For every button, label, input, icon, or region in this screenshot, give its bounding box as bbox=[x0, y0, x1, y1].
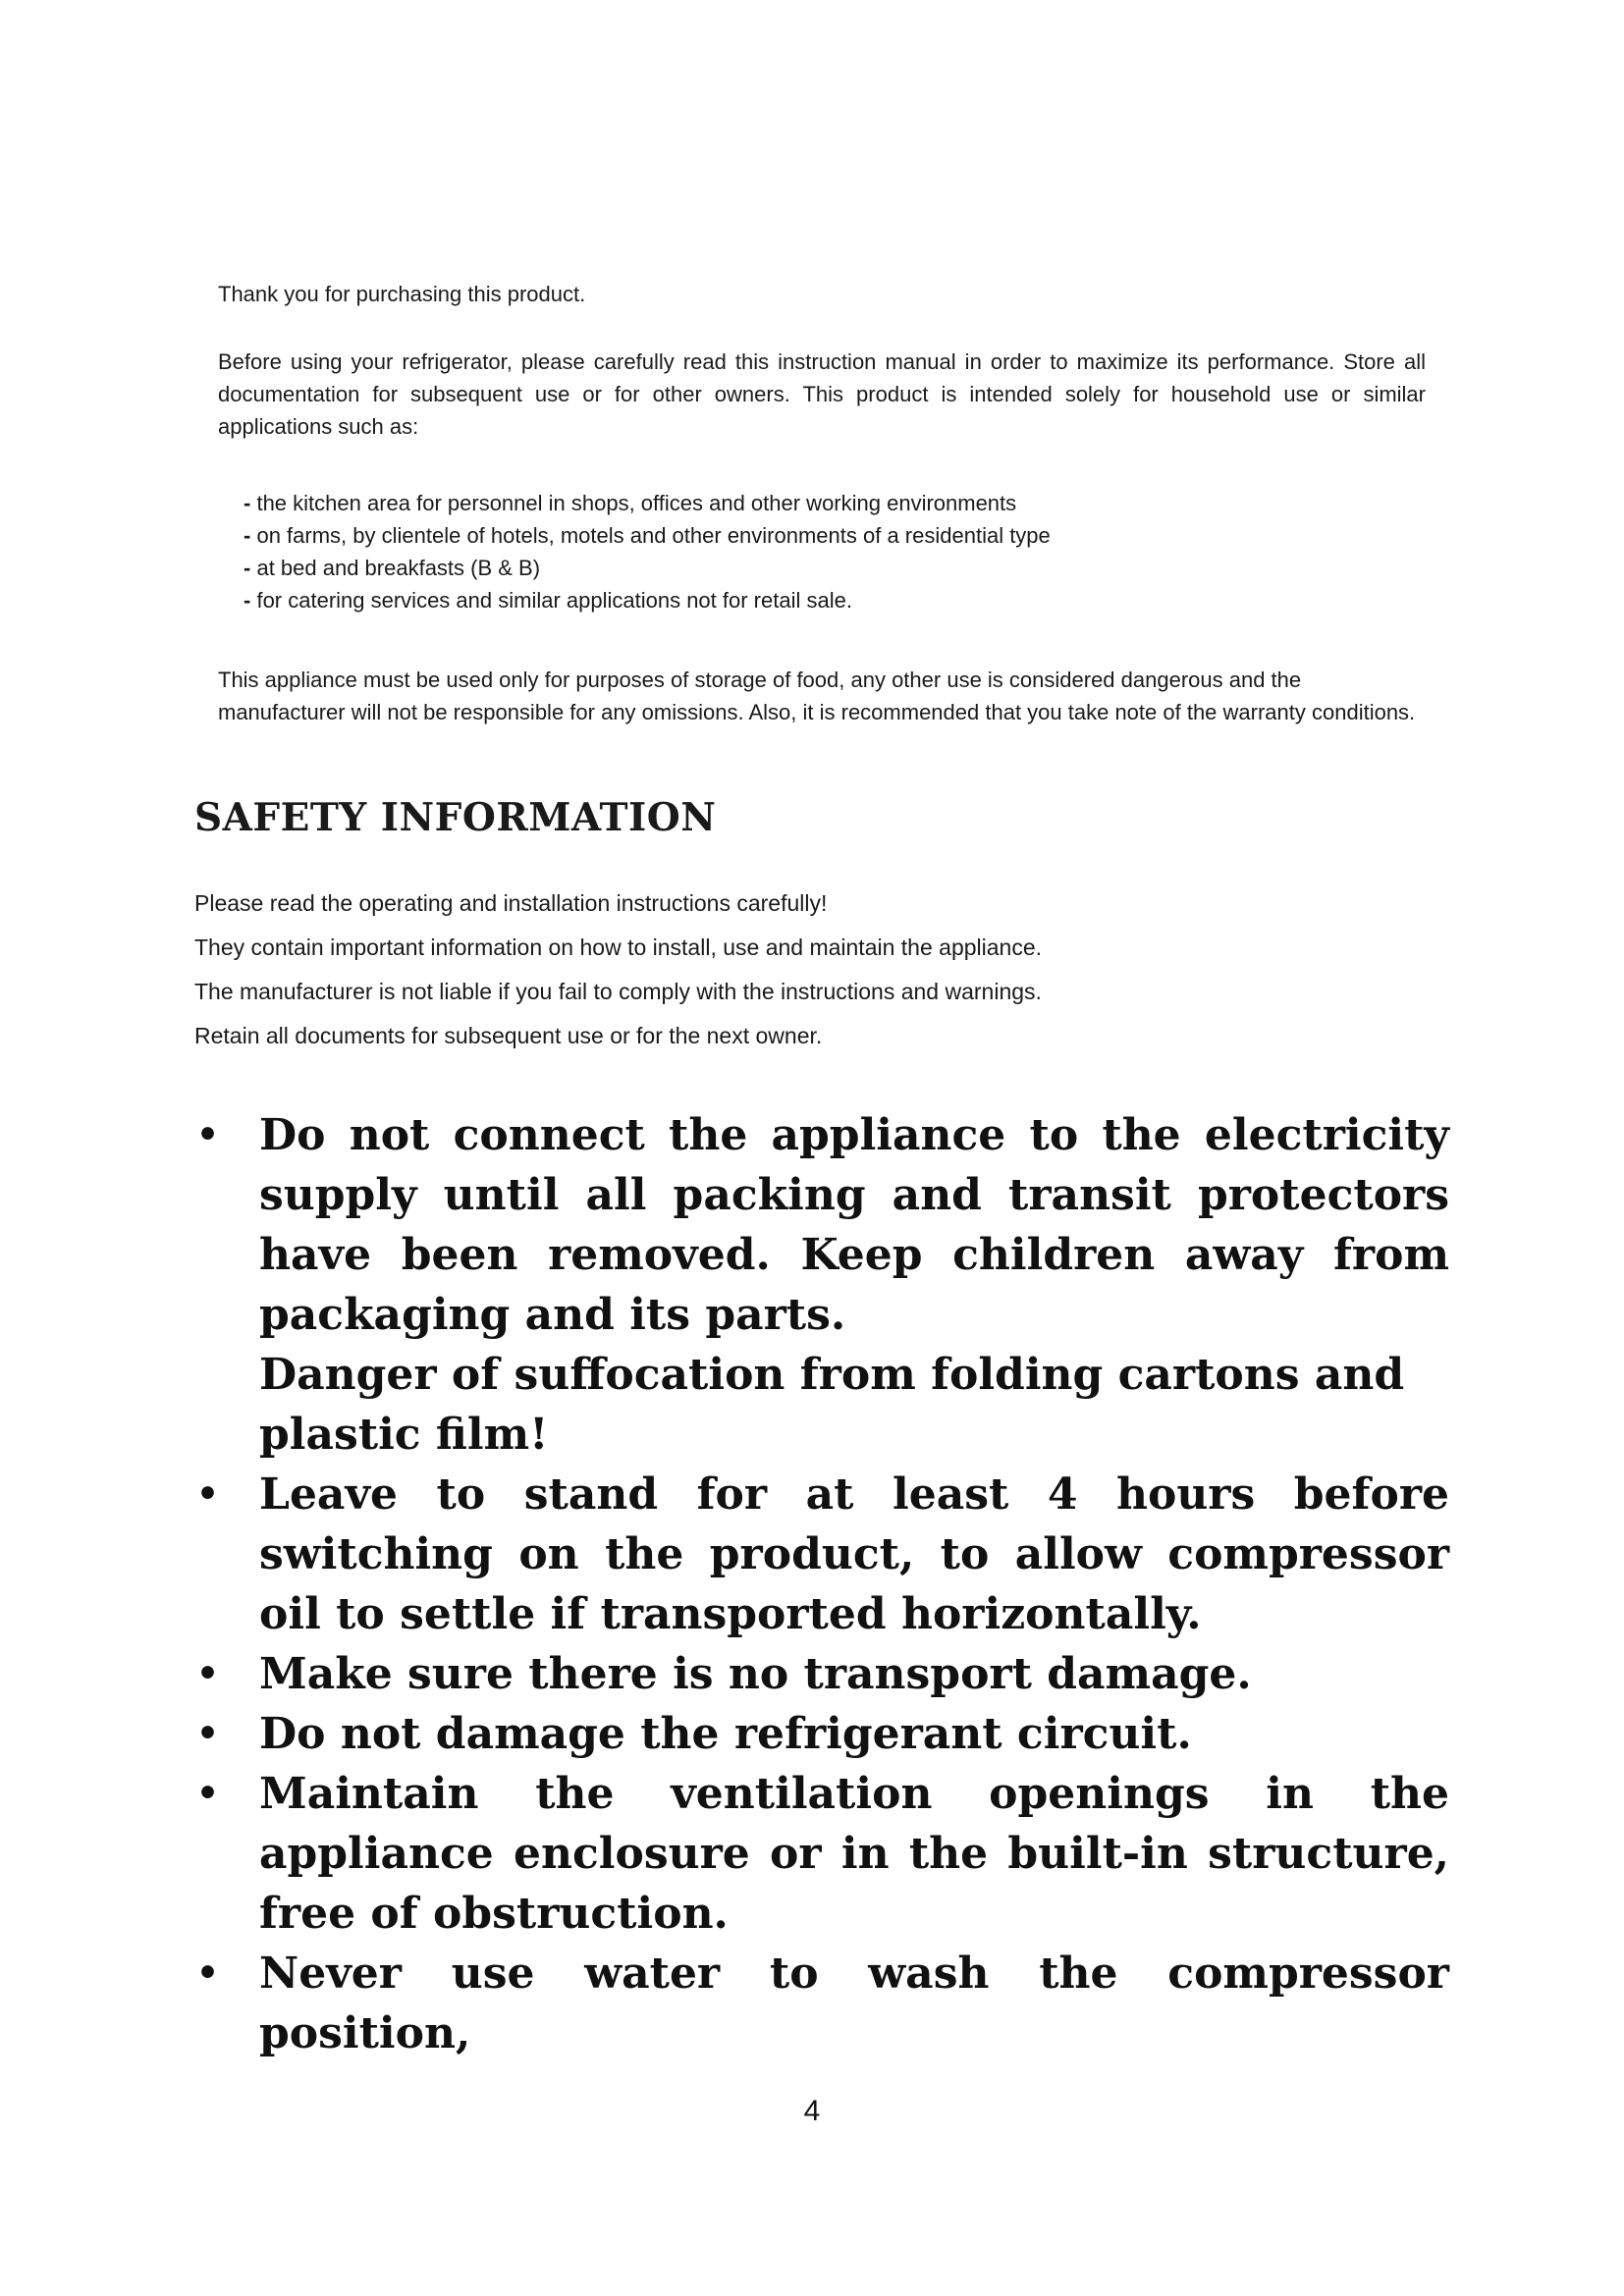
warning-subnote: Danger of suffocation from folding cartons and plastic film! bbox=[259, 1350, 1405, 1460]
usage-item-text: at bed and breakfasts (B & B) bbox=[256, 556, 541, 580]
list-item bbox=[196, 1764, 1449, 1944]
safety-line: They contain important information on how to install, use and maintain the appliance. bbox=[194, 934, 1043, 960]
usage-item-text: the kitchen area for personnel in shops, offices and other working environments bbox=[256, 491, 1017, 515]
usage-item-text: for catering services and similar applications not for retail sale. bbox=[256, 588, 852, 613]
safety-line: Retain all documents for subsequent use or for the next owner. bbox=[194, 1023, 823, 1048]
intended-use-paragraph bbox=[218, 346, 1426, 443]
list-item bbox=[244, 584, 1051, 616]
bullet-icon: • bbox=[196, 1773, 220, 1814]
bullet-icon: • bbox=[196, 1713, 220, 1754]
appliance-note-paragraph bbox=[218, 664, 1426, 728]
usage-item-text: on farms, by clientele of hotels, motels and other environments of a residential type bbox=[256, 523, 1051, 548]
warning-text: Do not connect the appliance to the electricity supply until all packing and transit protectors have been removed. Keep children away from packaging and its parts. bbox=[259, 1110, 1449, 1340]
warning-list bbox=[196, 1105, 1449, 2063]
section-title: SAFETY INFORMATION bbox=[194, 795, 717, 840]
intended-use-text: Before using your refrigerator, please carefully read this instruction manual in order to maximize its performance. Store all documentation for subsequent use or for other owners. This product is intended solely for household use or similar applications such as: bbox=[218, 349, 1426, 439]
warning-text: Never use water to wash the compressor position, bbox=[259, 1949, 1449, 2058]
safety-line: Please read the operating and installation instructions carefully! bbox=[194, 890, 828, 916]
safety-intro bbox=[194, 887, 1042, 1064]
page-number: 4 bbox=[803, 2095, 821, 2127]
list-item bbox=[196, 1644, 1449, 1704]
warning-text: Leave to stand for at least 4 hours before switching on the product, to allow compressor oil to settle if transported horizontally. bbox=[259, 1469, 1449, 1639]
appliance-note-text: This appliance must be used only for purposes of storage of food, any other use is considered dangerous and the manufacturer will not be responsible for any omissions. Also, it is recommended that you take note of the warranty conditions. bbox=[218, 667, 1416, 724]
list-item bbox=[244, 487, 1051, 519]
warning-text: Make sure there is no transport damage. bbox=[259, 1649, 1252, 1699]
list-item bbox=[244, 519, 1051, 552]
list-item bbox=[196, 1105, 1449, 1465]
usage-list bbox=[244, 487, 1051, 616]
bullet-icon: • bbox=[196, 1473, 220, 1515]
warning-text: Do not damage the refrigerant circuit. bbox=[259, 1709, 1192, 1759]
bullet-icon: • bbox=[196, 1114, 220, 1155]
thanks-text: Thank you for purchasing this product. bbox=[218, 282, 586, 306]
list-item bbox=[244, 552, 1051, 584]
list-item bbox=[196, 1944, 1449, 2063]
bullet-icon: • bbox=[196, 1952, 220, 1994]
bullet-icon: • bbox=[196, 1653, 220, 1694]
thanks-paragraph bbox=[218, 278, 1426, 310]
safety-line: The manufacturer is not liable if you fail to comply with the instructions and warnings. bbox=[194, 979, 1042, 1004]
warning-text: Maintain the ventilation openings in the appliance enclosure or in the built-in structure, free of obstruction. bbox=[259, 1769, 1449, 1939]
list-item bbox=[196, 1704, 1449, 1764]
list-item bbox=[196, 1465, 1449, 1644]
